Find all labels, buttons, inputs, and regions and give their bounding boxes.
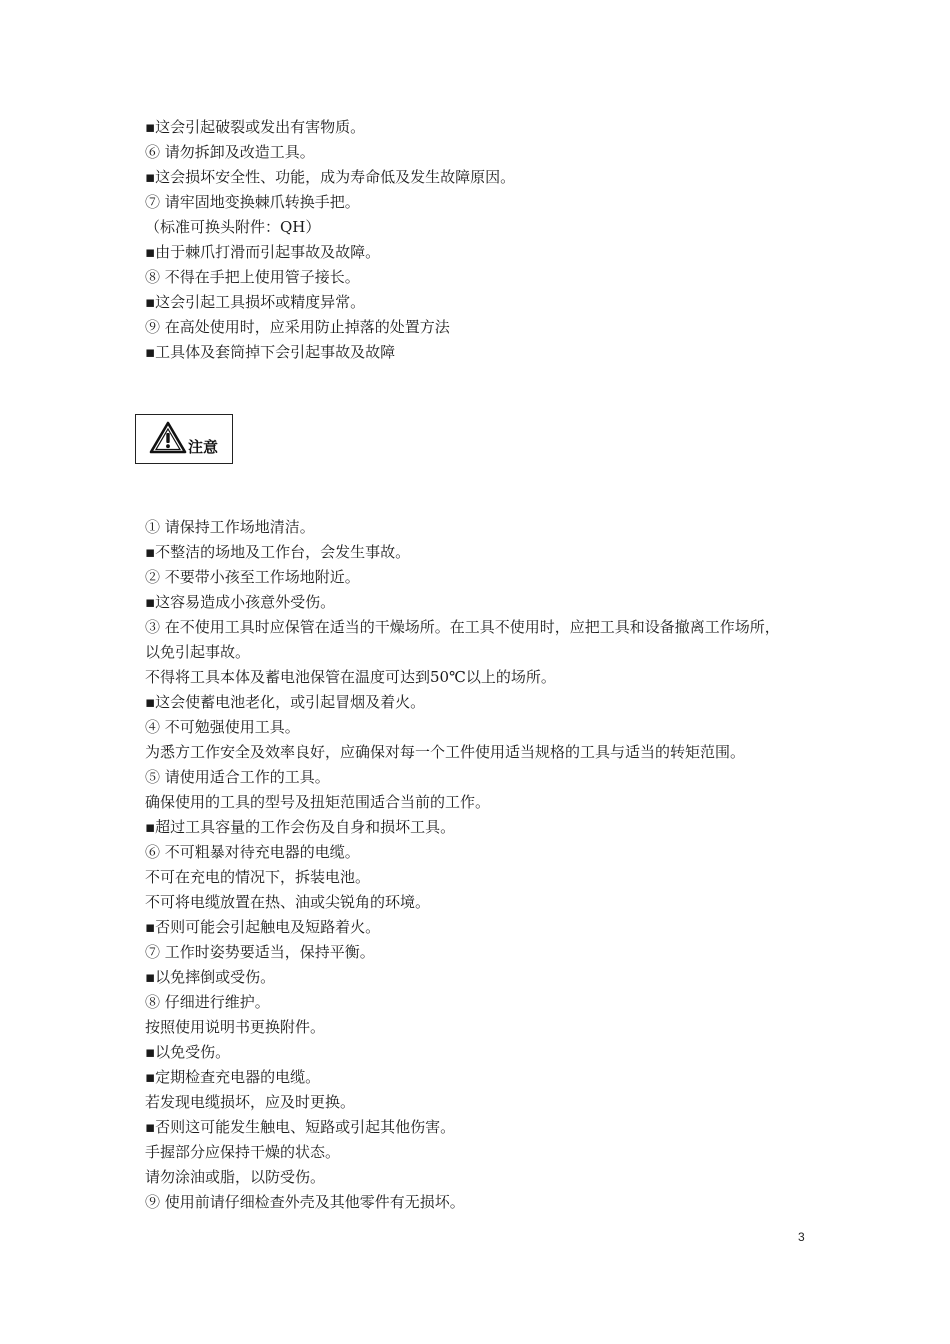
text-line: ⑧ 仔细进行维护。 (145, 993, 270, 1011)
text-line: 不可在充电的情况下，拆装电池。 (145, 868, 371, 886)
text-line: ▪这会损坏安全性、功能，成为寿命低及发生故障原因。 (145, 168, 516, 186)
caution-label: 注意 (188, 438, 219, 456)
page-number: 3 (798, 1230, 805, 1244)
text-line: 确保使用的工具的型号及扭矩范围适合当前的工作。 (145, 793, 491, 811)
text-line: 按照使用说明书更换附件。 (145, 1018, 326, 1036)
text-line: ▪不整洁的场地及工作台，会发生事故。 (145, 543, 411, 561)
text-line: ▪由于棘爪打滑而引起事故及故障。 (145, 243, 381, 261)
text-line: ▪否则可能会引起触电及短路着火。 (145, 918, 381, 936)
text-line: ▪否则这可能发生触电、短路或引起其他伤害。 (145, 1118, 456, 1136)
text-line: ② 不要带小孩至工作场地附近。 (145, 568, 360, 586)
text-line: 请勿涂油或脂，以防受伤。 (145, 1168, 326, 1186)
text-line: ▪以免摔倒或受伤。 (145, 968, 276, 986)
text-line: ▪工具体及套筒掉下会引起事故及故障 (145, 343, 396, 361)
text-line: ▪这会引起破裂或发出有害物质。 (145, 118, 366, 136)
text-line: 为悉方工作安全及效率良好，应确保对每一个工件使用适当规格的工具与适当的转矩范围。 (145, 743, 746, 761)
text-line: ⑧ 不得在手把上使用管子接长。 (145, 268, 360, 286)
text-line: ④ 不可勉强使用工具。 (145, 718, 300, 736)
text-line: 不可将电缆放置在热、油或尖锐角的环境。 (145, 893, 431, 911)
text-line: ⑦ 请牢固地变换棘爪转换手把。 (145, 193, 360, 211)
warning-triangle-icon (149, 421, 187, 455)
top-instructions (145, 115, 825, 365)
text-line: ▪定期检查充电器的电缆。 (145, 1068, 321, 1086)
text-line: ⑥ 不可粗暴对待充电器的电缆。 (145, 843, 360, 861)
text-line: ① 请保持工作场地清洁。 (145, 518, 315, 536)
text-line: ⑨ 在高处使用时，应采用防止掉落的处置方法 (145, 318, 450, 336)
text-line: ▪这会引起工具损坏或精度异常。 (145, 293, 366, 311)
text-line: 若发现电缆损坏，应及时更换。 (145, 1093, 356, 1111)
text-line: ▪这容易造成小孩意外受伤。 (145, 593, 336, 611)
text-line: 以免引起事故。 (145, 643, 251, 661)
text-line: ⑤ 请使用适合工作的工具。 (145, 768, 330, 786)
caution-instructions (145, 515, 825, 1215)
text-line: ⑨ 使用前请仔细检查外壳及其他零件有无损坏。 (145, 1193, 465, 1211)
text-line: 不得将工具本体及蓄电池保管在温度可达到50℃以上的场所。 (145, 668, 556, 686)
text-line: ⑦ 工作时姿势要适当，保持平衡。 (145, 943, 375, 961)
text-line: ⑥ 请勿拆卸及改造工具。 (145, 143, 315, 161)
text-line: ▪这会使蓄电池老化，或引起冒烟及着火。 (145, 693, 426, 711)
text-line: （标准可换头附件：QH） (145, 218, 321, 236)
text-line: 手握部分应保持干燥的状态。 (145, 1143, 341, 1161)
text-line: ▪超过工具容量的工作会伤及自身和损坏工具。 (145, 818, 456, 836)
text-line: ③ 在不使用工具时应保管在适当的干燥场所。在工具不使用时，应把工具和设备撤离工作场所， (145, 618, 780, 636)
caution-heading-box (135, 414, 233, 464)
text-line: ▪以免受伤。 (145, 1043, 231, 1061)
